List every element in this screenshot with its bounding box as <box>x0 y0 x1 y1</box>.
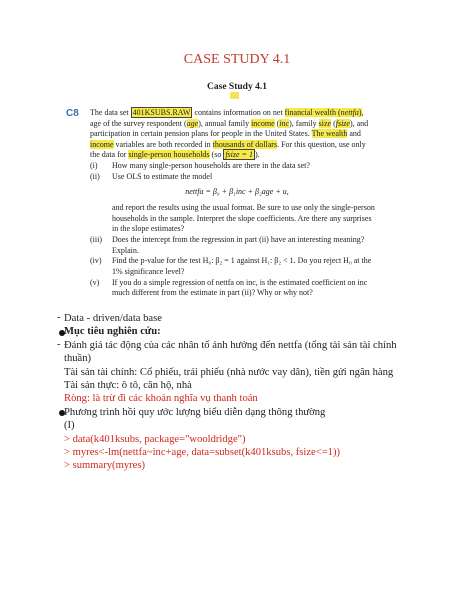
financial-assets-note: Tài sản tài chính: Cổ phiếu, trái phiếu (nhà nước vay dân), tiền gửi ngân hàng <box>64 366 394 378</box>
code-line-1: > data(k401ksubs, package="wooldridge") <box>64 433 246 445</box>
problem-line-4: income variables are both recorded in thousands of dollars. For this question, use only <box>90 139 366 149</box>
objective-heading: Mục tiêu nghiên cứu: <box>64 326 161 338</box>
question-ii-text: Use OLS to estimate the model <box>112 171 213 181</box>
code-line-2: > myres<-lm(nettfa~inc+age, data=subset(k401ksubs, fsize<=1)) <box>64 447 341 458</box>
equation-heading: Phương trình hồi quy ước lượng biểu diễn dạng thông thường <box>64 406 326 418</box>
question-iii-line-1: Does the intercept from the regression in part (ii) have an interesting meaning? <box>112 235 365 244</box>
question-iv-line-1: Find the p-value for the test H₀: β₂ = 1 against H₁: β₂ < 1. Do you reject H₀ at the <box>112 256 372 266</box>
net-definition-note: Ròng: là trừ đi các khoản nghĩa vụ thanh toán <box>64 393 258 405</box>
question-ii-line-2: and report the results using the usual format. Be sure to use only the single-person <box>112 203 375 212</box>
question-ii-line-3: households in the sample. Interpret the slope coefficients. Are there any surprises <box>112 213 372 223</box>
question-iii-line-2: Explain. <box>112 245 139 255</box>
question-i-number: (i) <box>90 161 98 170</box>
question-iv-line-2: 1% significance level? <box>112 267 185 276</box>
highlight-marker <box>230 92 239 99</box>
part-label: (I) <box>64 420 75 432</box>
question-iv-number: (iv) <box>90 256 102 266</box>
question-v-number: (v) <box>90 277 100 287</box>
problem-line-2: age of the survey respondent (age), annual family income (inc), family size (fsize), and <box>90 118 369 128</box>
question-iii-number: (iii) <box>90 235 102 244</box>
code-line-3: > summary(myres) <box>64 460 145 472</box>
objective-line-2: thuần) <box>64 353 92 365</box>
objective-line-1: Đánh giá tác động của các nhân tố ảnh hưởng đến nettfa (tổng tài sản tài chính <box>64 339 397 351</box>
question-v-line-1: If you do a simple regression of nettfa on inc, is the estimated coefficient on inc <box>112 277 368 287</box>
problem-line-3: participation in certain pension plans for people in the United States. The wealth and <box>90 129 361 139</box>
case-subtitle: Case Study 4.1 <box>207 82 267 92</box>
question-v-line-2: much different from the estimate in part (ii)? Why or why not? <box>112 288 313 298</box>
question-i-text: How many single-person households are there in the data set? <box>112 161 310 170</box>
model-equation: nettfa = β₀ + β₁inc + β₂age + u, <box>185 187 289 196</box>
dash-bullet: - <box>57 312 61 323</box>
question-ii-number: (ii) <box>90 171 100 181</box>
real-assets-note: Tài sản thực: ô tô, căn hộ, nhà <box>64 380 192 391</box>
page-title: CASE STUDY 4.1 <box>183 52 291 67</box>
dash-bullet: - <box>57 338 61 350</box>
problem-line-5: the data for single-person households (so fsize = 1 ). <box>90 150 260 160</box>
data-type-note: Data - driven/data base <box>64 313 162 324</box>
question-ii-line-4: in the slope estimates? <box>112 224 185 234</box>
problem-label: C8 <box>66 108 79 119</box>
problem-line-1: The data set 401KSUBS.RAW contains information on net financial wealth (nettfa), <box>90 108 364 117</box>
